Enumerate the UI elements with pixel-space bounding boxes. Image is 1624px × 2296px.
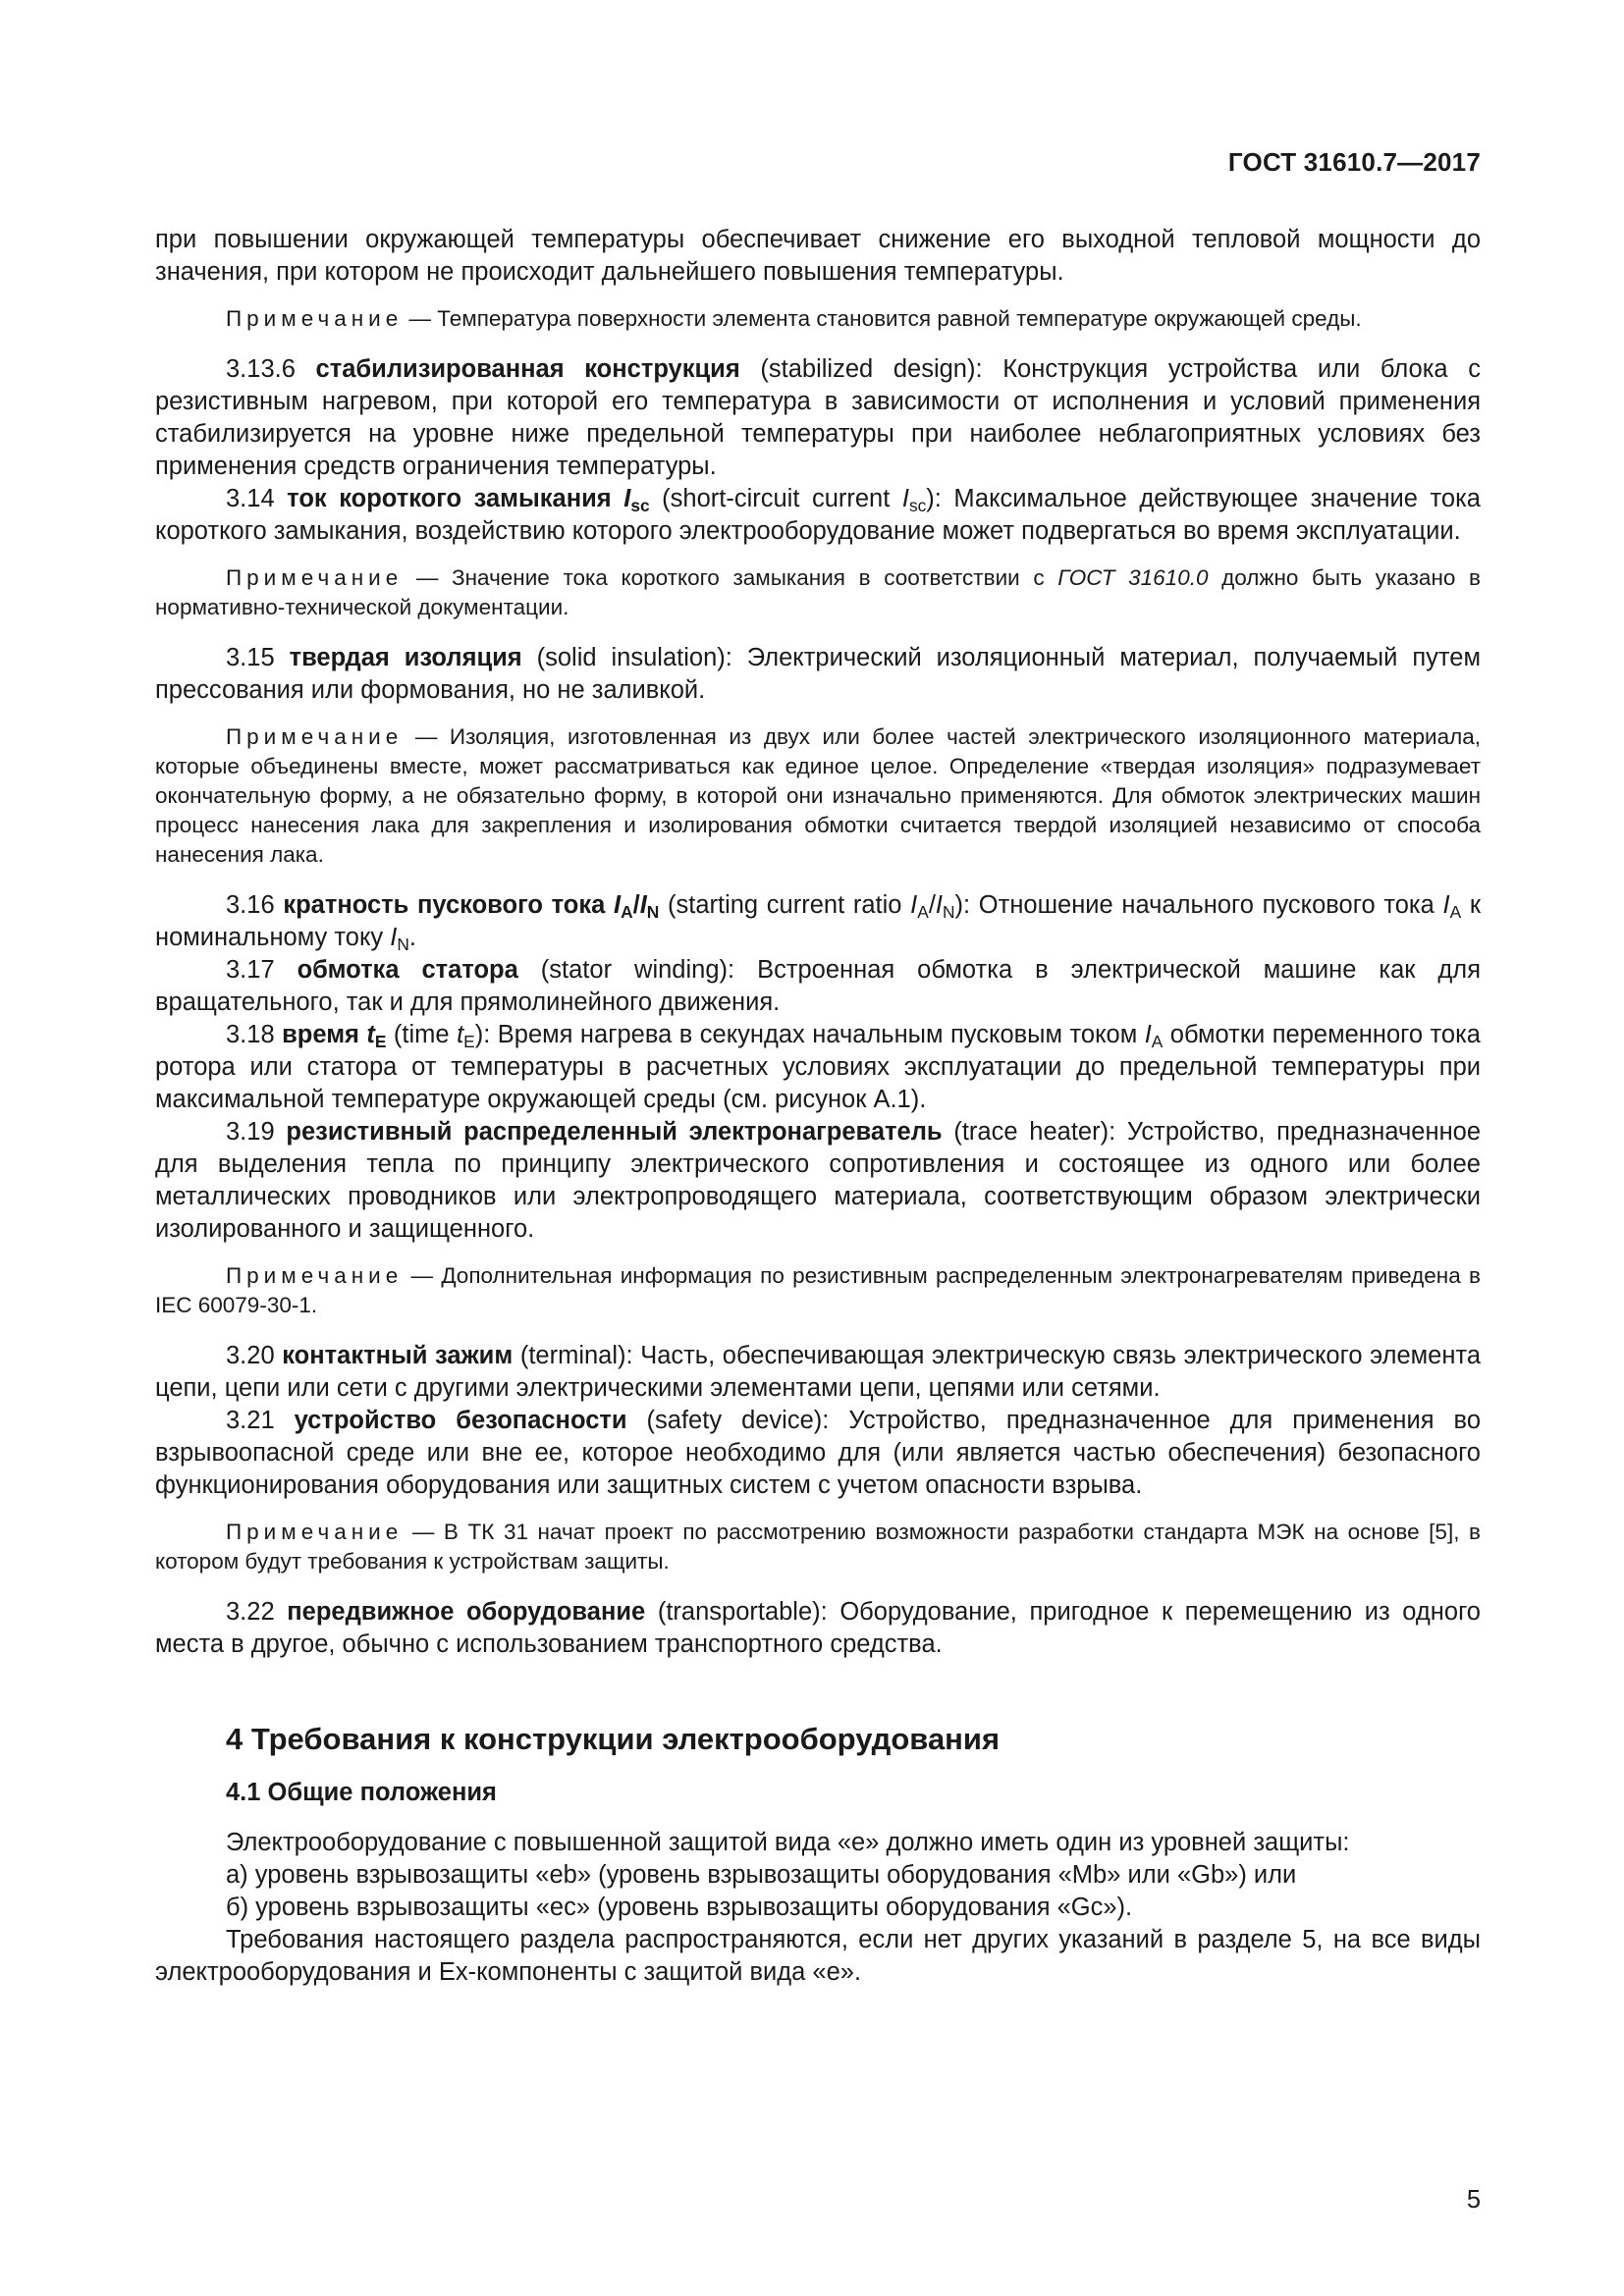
text-run: к номинальному току	[155, 891, 1482, 951]
note-label: Примечание	[226, 1263, 404, 1288]
text-run: N	[397, 934, 409, 955]
text-run: I	[935, 891, 944, 919]
body-paragraph	[155, 642, 1481, 707]
text-run: Требования настоящего раздела распространяются, если нет других указаний в разделе 5, на все виды электрооборудования и Ex-компоненты с защитой вида «е».	[155, 1926, 1481, 1986]
note-label: Примечание	[226, 306, 404, 331]
body-paragraph	[155, 353, 1481, 483]
text-run: ): Время нагрева в секундах начальным пусковым током	[474, 1021, 1145, 1048]
text-run: A	[917, 902, 929, 923]
body-paragraph	[155, 1019, 1481, 1116]
document-body	[155, 224, 1481, 1989]
text-run: A	[1151, 1032, 1164, 1052]
text-run: 3.21	[226, 1407, 295, 1434]
text-run: .	[408, 924, 416, 951]
text-run: (starting current ratio	[659, 891, 911, 919]
body-paragraph	[155, 1827, 1481, 1859]
note-paragraph	[155, 563, 1481, 622]
text-run: 3.20	[226, 1342, 283, 1369]
text-run: резистивный распределенный электронагреватель	[286, 1118, 943, 1146]
text-run: A	[1449, 902, 1462, 923]
text-run: (time	[386, 1021, 458, 1048]
text-run: (stator winding): Встроенная обмотка в электрической машине как для вращательного, так и для прямолинейного движения.	[155, 956, 1481, 1016]
text-run: должно быть указано в нормативно-технической документации.	[155, 565, 1481, 619]
text-run: I	[614, 891, 622, 919]
note-label: Примечание	[226, 724, 404, 749]
text-run: Электрооборудование с повышенной защитой вида «е» должно иметь один из уровней защиты:	[226, 1829, 1350, 1856]
text-run: A	[621, 902, 633, 923]
text-run: обмотки переменного тока ротора или статора от температуры в расчетных условиях эксплуатации до предельной температуры при максимальной температуре окружающей среды (см. рисунок А.1).	[155, 1021, 1481, 1113]
text-run: стабилизированная конструкция	[315, 355, 740, 383]
body-paragraph	[155, 1859, 1481, 1892]
text-run: 3.18	[226, 1021, 283, 1048]
text-run: 3.19	[226, 1118, 287, 1146]
text-run: — Изоляция, изготовленная из двух или более частей электрического изоляционного материала, которые объединены вместе, может рассматриваться как единое целое. Определение «твердая изоляция» подразумевает окончательную форму, а не обязательно форму, в которой они изначально применяются. Для обмоток электрических машин процесс нанесения лака для закрепления и изолирования обмотки считается твердой изоляцией независимо от способа нанесения лака.	[155, 724, 1481, 867]
body-paragraph	[155, 954, 1481, 1019]
section-heading: 4 Требования к конструкции электрооборудования	[226, 1722, 1001, 1756]
text-run: I	[1144, 1021, 1152, 1048]
body-paragraph	[155, 1596, 1481, 1661]
text-run: время	[282, 1021, 367, 1048]
body-paragraph	[155, 1340, 1481, 1405]
text-run: передвижное оборудование	[287, 1598, 646, 1626]
text-run: N	[943, 902, 955, 923]
note-paragraph	[155, 1518, 1481, 1576]
text-run: (safety device): Устройство, предназначенное для применения во взрывоопасной среде или вне ее, которое необходимо для (или является частью обеспечения) безопасного функционирования оборудования или защитных систем с учетом опасности взрыва.	[155, 1407, 1482, 1499]
text-run: t	[366, 1021, 375, 1048]
text-run: I	[623, 485, 631, 512]
text-run: I	[390, 924, 398, 951]
note-paragraph	[155, 1261, 1481, 1320]
text-run: I	[1442, 891, 1450, 919]
text-run: ГОСТ 31610.0	[1057, 565, 1209, 590]
body-paragraph	[155, 1116, 1481, 1246]
text-run: ): Отношение начального пускового тока	[954, 891, 1443, 919]
body-paragraph	[155, 1405, 1481, 1502]
text-run: ток короткого замыкания	[287, 485, 624, 512]
text-run: 3.13.6	[226, 355, 316, 383]
text-run: E	[374, 1032, 387, 1052]
text-run: 3.15	[226, 644, 290, 671]
subsection-heading: 4.1 Общие положения	[226, 1779, 497, 1806]
text-run: /	[632, 891, 640, 919]
text-run: контактный зажим	[282, 1342, 514, 1369]
text-run: E	[463, 1032, 475, 1052]
note-paragraph	[155, 722, 1481, 870]
body-paragraph	[155, 1924, 1481, 1989]
text-run: при повышении окружающей температуры обеспечивает снижение его выходной тепловой мощности до значения, при котором не происходит дальнейшего повышения температуры.	[155, 226, 1481, 286]
text-run: (solid insulation): Электрический изоляционный материал, получаемый путем прессования или формования, но не заливкой.	[155, 644, 1481, 704]
text-run: б) уровень взрывозащиты «ec» (уровень взрывозащиты оборудования «Gc»).	[226, 1894, 1133, 1921]
text-run: твердая изоляция	[289, 644, 522, 671]
note-label: Примечание	[226, 1520, 404, 1544]
text-run: 3.16	[226, 891, 284, 919]
note-label: Примечание	[226, 565, 404, 590]
body-paragraph	[155, 1892, 1481, 1924]
text-run: sc	[908, 496, 927, 516]
text-run: I	[910, 891, 918, 919]
text-run: N	[646, 902, 660, 923]
text-run: — В ТК 31 начат проект по рассмотрению возможности разработки стандарта МЭК на основе [5], в котором будут требования к устройствам защиты.	[155, 1520, 1481, 1574]
text-run: — Дополнительная информация по резистивным распределенным электронагревателям приведена в IEC 60079-30-1.	[155, 1263, 1481, 1317]
body-paragraph	[155, 889, 1481, 954]
text-run: t	[457, 1021, 464, 1048]
text-run: I	[901, 485, 909, 512]
text-run: (transportable): Оборудование, пригодное к перемещению из одного места в другое, обычно с использованием транспортного средства.	[155, 1598, 1481, 1658]
text-run: (stabilized design): Конструкция устройства или блока с резистивным нагревом, при которой его температура в зависимости от исполнения и условий применения стабилизируется на уровне ниже предельной температуры при наиболее неблагоприятных условиях без применения средств ограничения температуры.	[155, 355, 1481, 480]
body-paragraph	[155, 224, 1481, 289]
standard-header: ГОСТ 31610.7—2017	[1227, 147, 1481, 177]
text-run: устройство безопасности	[294, 1407, 627, 1434]
text-run: 3.17	[226, 956, 298, 984]
text-run: I	[639, 891, 647, 919]
text-run: 3.22	[226, 1598, 288, 1626]
text-run: а) уровень взрывозащиты «eb» (уровень взрывозащиты оборудования «Mb» или «Gb») или	[226, 1861, 1297, 1889]
text-run: /	[928, 891, 936, 919]
note-paragraph	[155, 304, 1481, 334]
text-run: (terminal): Часть, обеспечивающая электрическую связь электрического элемента цепи, цепи или сети с другими электрическими элементами цепи, цепями или сетями.	[155, 1342, 1482, 1402]
text-run: 3.14	[226, 485, 288, 512]
text-run: — Значение тока короткого замыкания в соответствии с	[403, 565, 1058, 590]
text-run: (trace heater): Устройство, предназначенное для выделения тепла по принципу электрического сопротивления и состоящее из одного или более металлических проводников или электропроводящего материала, соответствующим образом электрически изолированного и защищенного.	[155, 1118, 1482, 1243]
body-paragraph	[155, 483, 1481, 548]
text-run: (short-circuit current	[649, 485, 902, 512]
text-run: — Температура поверхности элемента становится равной температуре окружающей среды.	[403, 306, 1362, 331]
text-run: sc	[630, 496, 650, 516]
text-run: обмотка статора	[297, 956, 518, 984]
text-run: ): Максимальное действующее значение тока короткого замыкания, воздействию которого электрооборудование может подвергаться во время эксплуатации.	[155, 485, 1481, 545]
text-run: кратность пускового тока	[283, 891, 614, 919]
page-number: 5	[1466, 2186, 1481, 2214]
